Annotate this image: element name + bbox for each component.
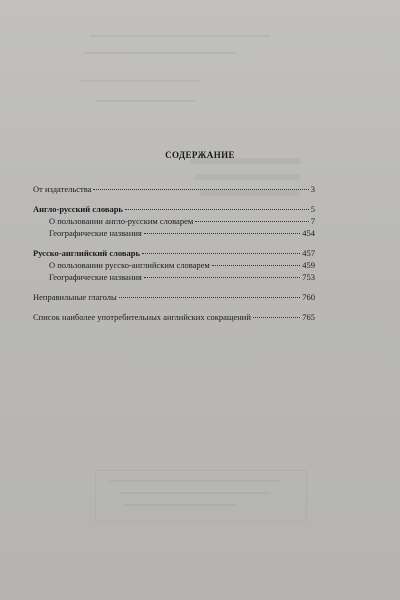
leader-dots [125, 209, 309, 210]
leader-dots [144, 277, 300, 278]
toc-entry-page: 765 [302, 312, 315, 322]
toc-entry-title: О пользовании англо-русским словарем [49, 216, 194, 226]
bleed-through-box [95, 470, 307, 522]
toc-entry-page: 5 [310, 204, 315, 214]
toc-entry [33, 259, 315, 271]
toc-entry [33, 247, 315, 259]
toc-entry-title: Географические названия [49, 228, 142, 238]
toc-entry-title: Список наиболее употребительных английских сокращений [33, 312, 251, 322]
bleed-through-line [195, 174, 300, 180]
leader-dots [142, 253, 300, 254]
toc-entry-title: О пользовании русско-английским словарем [49, 260, 210, 270]
bleed-through-line [110, 480, 280, 482]
toc-entry-title: От издательства [33, 184, 92, 194]
toc-entry-page: 7 [310, 216, 315, 226]
table-of-contents [33, 183, 315, 323]
toc-entry-title: Русско-английский словарь [33, 248, 140, 258]
toc-entry-page: 454 [302, 228, 315, 238]
bleed-through-line [125, 504, 235, 506]
toc-entry-page: 3 [310, 184, 315, 194]
toc-entry [33, 183, 315, 195]
leader-dots [93, 189, 308, 190]
toc-entry [33, 311, 315, 323]
toc-entry-title: Географические названия [49, 272, 142, 282]
bleed-through-line [80, 80, 200, 82]
toc-entry-page: 457 [302, 248, 315, 258]
leader-dots [119, 297, 300, 298]
toc-entry [33, 291, 315, 303]
toc-entry-page: 753 [302, 272, 315, 282]
leader-dots [144, 233, 300, 234]
toc-entry-page: 760 [302, 292, 315, 302]
leader-dots [212, 265, 300, 266]
toc-entry-title: Англо-русский словарь [33, 204, 123, 214]
toc-entry-page: 459 [302, 260, 315, 270]
bleed-through-line [120, 492, 270, 494]
toc-entry-title: Неправильные глаголы [33, 292, 117, 302]
toc-entry [33, 215, 315, 227]
leader-dots [195, 221, 309, 222]
leader-dots [253, 317, 300, 318]
bleed-through-line [95, 100, 195, 102]
contents-heading: СОДЕРЖАНИЕ [165, 150, 235, 160]
bleed-through-line [90, 35, 270, 37]
bleed-through-line [85, 52, 235, 54]
toc-entry [33, 271, 315, 283]
toc-entry [33, 203, 315, 215]
toc-entry [33, 227, 315, 239]
